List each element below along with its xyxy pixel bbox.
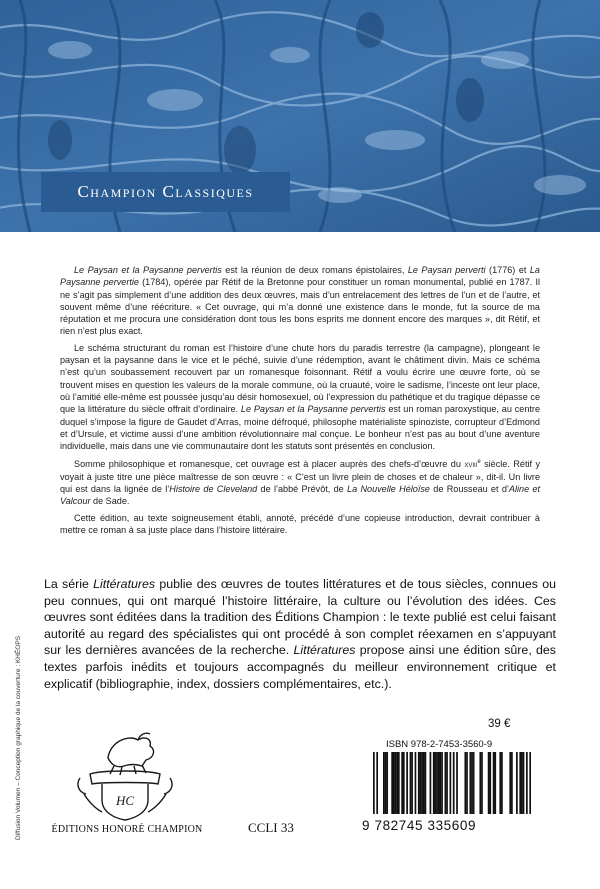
title-reference: Le Paysan et la Paysanne pervertis	[240, 404, 386, 415]
barcode-bar	[383, 752, 385, 814]
barcode-bar	[420, 752, 422, 814]
barcode-bar	[521, 752, 523, 814]
series-name: Littératures	[93, 577, 156, 591]
barcode-bar	[494, 752, 496, 814]
barcode-bar	[373, 752, 375, 814]
publisher-logo	[72, 728, 178, 824]
text: est la réunion de deux romans épistolaires,	[221, 265, 408, 275]
barcode-bar	[425, 752, 427, 814]
barcode-bar	[473, 752, 475, 814]
credits-text: Diffusion Volumen – Conception graphique de la couverture : KHÉOPS	[15, 635, 22, 840]
series-description	[44, 576, 556, 692]
text: de Sade.	[90, 496, 130, 507]
barcode-bar	[418, 752, 420, 814]
barcode-bar	[401, 752, 403, 814]
cover-credits	[15, 600, 27, 840]
barcode-bar	[445, 752, 447, 814]
barcode-bar	[511, 752, 513, 814]
barcode-bar	[385, 752, 387, 814]
barcode-bar	[440, 752, 442, 814]
title-reference: Le Paysan et la Paysanne pervertis	[74, 265, 222, 275]
barcode-bar	[441, 752, 443, 814]
barcode-bar	[376, 752, 378, 814]
barcode-bar	[403, 752, 405, 814]
horse-shield-emblem	[72, 728, 178, 824]
barcode-bar	[469, 752, 471, 814]
barcode-bar	[421, 752, 423, 814]
barcode-bar	[430, 752, 432, 814]
barcode-bar	[489, 752, 491, 814]
superscript: e	[477, 459, 481, 466]
barcode-bar	[435, 752, 437, 814]
barcode-bar	[479, 752, 481, 814]
series-name: Littératures	[293, 643, 356, 658]
barcode-bar	[398, 752, 400, 814]
summary-paragraph-3	[60, 456, 540, 507]
barcode-bar	[410, 752, 412, 814]
logo-monogram: HC	[115, 793, 135, 808]
barcode-bar	[456, 752, 458, 814]
collection-number: CCLI 33	[248, 820, 294, 835]
summary-paragraph-1	[60, 264, 540, 338]
text: de Rousseau et d’	[429, 484, 509, 495]
book-summary	[60, 264, 540, 540]
text: de l’abbé Prévôt, de	[257, 484, 348, 495]
barcode-bar	[411, 752, 413, 814]
text: est un roman paroxystique, au centre duquel s’impose la figure de Gaudet d’Arras, moine défroqué, philosophe matérialiste spinoziste, corrupteur d’Edmond et d’Ursule, et victime aussi d’une ambition révolutionnaire mal conçue. Le bonheur n’est pas au bout d’une aventure individuelle, mais dans une vie communautaire dont les statuts sont présentés en conclusion.	[60, 404, 541, 452]
summary-paragraph-4	[60, 512, 540, 537]
title-reference: Aline et Valcour	[60, 484, 541, 507]
barcode-bar	[471, 752, 473, 814]
title-reference: La Paysanne pervertie	[60, 265, 540, 288]
text: La série	[44, 577, 94, 591]
century-numeral: xviii	[464, 459, 478, 470]
barcode-bar	[396, 752, 398, 814]
barcode-bar	[391, 752, 393, 814]
text: (1784), opérée par Rétif de la Bretonne pour constituer un roman monumental, publié en 1787. Il ne s’agit pas simplement d’une addition des deux œuvres, mais d’un entrelacement des lettres de l’un et de l’autre, et souvent même d’une réécriture. « Cet ouvrage, qui m’a donné une existence dans le monde, fut la source de ma réputation et me procura une considération dont tous les bons esprits me donnent encore des marques », dit Rétif, et rien n’est plus exact.	[60, 277, 540, 337]
title-reference: Histoire de Cleveland	[169, 484, 258, 495]
barcode	[373, 752, 531, 814]
barcode-bar	[450, 752, 452, 814]
barcode-bar	[523, 752, 525, 814]
barcode-bar	[395, 752, 397, 814]
barcode-digits: 9 782745 335609	[362, 818, 477, 833]
title-reference: Le Paysan perverti	[407, 265, 486, 275]
barcode-bar	[386, 752, 388, 814]
isbn: ISBN 978-2-7453-3560-9	[386, 739, 493, 750]
barcode-bar	[529, 752, 531, 814]
text: propose ainsi une édition sûre, des textes parfois inédits et toujours accompagnés du meilleur environnement critique et explicatif (bibliographie, index, dossiers complémentaires, etc.).	[44, 643, 556, 691]
barcode-bar	[509, 752, 511, 814]
series-label: Champion Classiques	[41, 172, 290, 212]
barcode-bar	[433, 752, 435, 814]
publisher-name: ÉDITIONS HONORÉ CHAMPION	[51, 824, 203, 835]
barcode-bar	[499, 752, 501, 814]
barcode-bar	[406, 752, 408, 814]
text: publie des œuvres de toutes littératures et de tous siècles, connues ou peu connues, qui ont marqué l’histoire littéraire, la culture ou l’évolution des idées. Ces œuvres sont éditées dans la tradition des Éditions Champion : le texte publié est celui faisant autorité au regard des spécialistes qui ont procédé à son complet réexamen en s’appuyant sur les dernières avancées de la recherche.	[44, 577, 556, 658]
summary-paragraph-2	[60, 342, 540, 453]
barcode-bar	[423, 752, 425, 814]
text: siècle. Rétif y voyait à juste titre une pièce maîtresse de son œuvre : « C’est un livre plein de choses et de chaleur », dit-il. Un livre qui est dans la lignée de l’	[60, 459, 540, 495]
barcode-bar	[466, 752, 468, 814]
text: (1776) et	[485, 265, 530, 275]
barcode-bar	[446, 752, 448, 814]
barcode-bar	[488, 752, 490, 814]
barcode-bar	[481, 752, 483, 814]
barcode-bar	[464, 752, 466, 814]
text: Cette édition, au texte soigneusement établi, annoté, précédé d’une copieuse introduction, devrait contribuer à mettre ce roman à sa juste place dans l’histoire littéraire.	[60, 512, 540, 535]
text: Le schéma structurant du roman est l’histoire d’une chute hors du paradis terrestre (la campagne), plongeant le paysan et la paysanne dans le vice et le péché, suivie d’une rédemption, avant le châtiment divin. Mais ce schéma n’est qu’un soubassement recouvert par un romanesque foisonnant. Rétif a voulu écrire une œuvre forte, où se trouvent mises en question les valeurs de la morale commune, où la cruauté, voire le sadisme, l’inceste ont leur place, où l’amitié elle-même est poussée jusqu’au désir homosexuel, où l’expression du pathétique et du tragique dépasse ce que la littérature du siècle offrait d’ordinaire.	[60, 342, 540, 415]
series-paragraph	[44, 576, 556, 692]
barcode-bar	[415, 752, 417, 814]
text: Somme philosophique et romanesque, cet ouvrage est à placer auprès des chefs-d’œuvre du	[74, 459, 465, 470]
barcode-bar	[519, 752, 521, 814]
barcode-bar	[493, 752, 495, 814]
barcode-bar	[501, 752, 503, 814]
barcode-bar	[453, 752, 455, 814]
barcode-bar	[436, 752, 438, 814]
barcode-bar	[516, 752, 518, 814]
title-reference: La Nouvelle Héloïse	[347, 484, 430, 495]
barcode-bar	[526, 752, 528, 814]
barcode-bar	[438, 752, 440, 814]
price: 39 €	[488, 718, 511, 730]
barcode-bar	[393, 752, 395, 814]
